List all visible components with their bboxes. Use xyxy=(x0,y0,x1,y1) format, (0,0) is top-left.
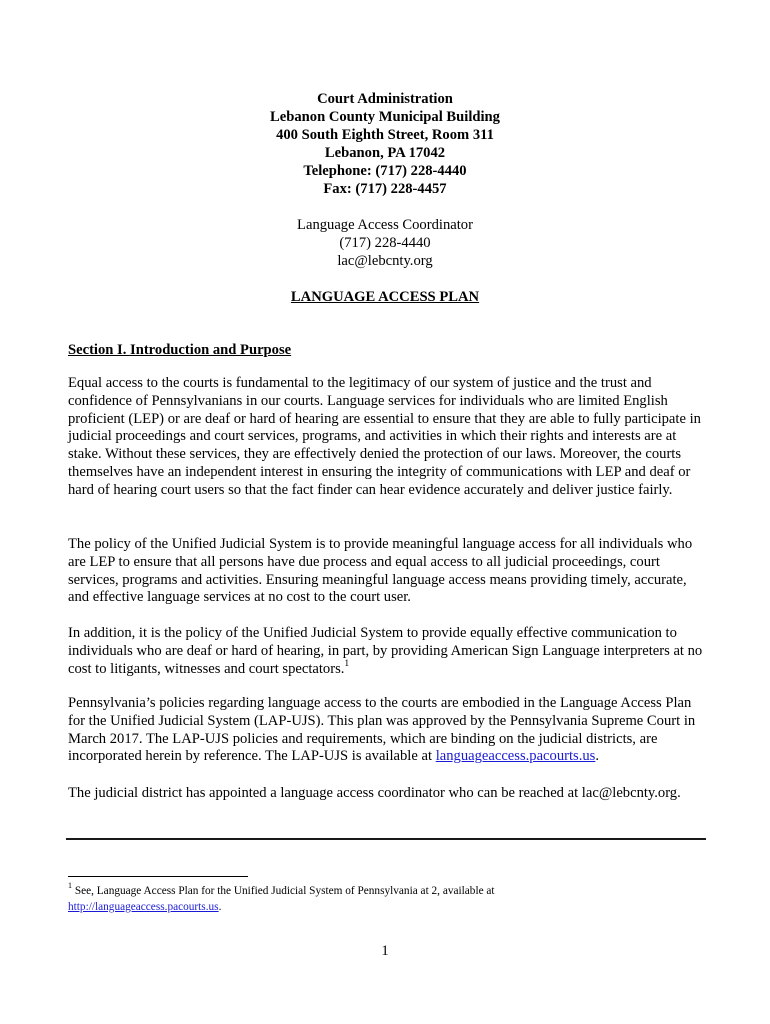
page-number: 1 xyxy=(381,943,389,959)
header-line-organization: Court Administration xyxy=(317,91,453,107)
coordinator-email: lac@lebcnty.org xyxy=(337,253,433,269)
header-line-fax: Fax: (717) 228-4457 xyxy=(323,181,447,197)
coordinator-title: Language Access Coordinator xyxy=(297,217,473,233)
footnote-text: See, Language Access Plan for the Unified Judicial System of Pennsylvania at 2, available at xyxy=(72,885,495,897)
section-heading: Section I. Introduction and Purpose xyxy=(68,342,292,358)
footnote-link[interactable]: http://languageaccess.pacourts.us xyxy=(68,901,219,913)
paragraph-lap-ujs xyxy=(68,695,704,766)
header-line-building: Lebanon County Municipal Building xyxy=(270,109,500,125)
footnote-reference[interactable]: 1 xyxy=(344,658,350,669)
languageaccess-link[interactable]: languageaccess.pacourts.us xyxy=(435,748,596,765)
coordinator-phone: (717) 228-4440 xyxy=(339,235,431,251)
page-divider xyxy=(66,838,706,840)
paragraph-introduction: Equal access to the courts is fundamental to the legitimacy of our system of justice and the trust and confidence of Pennsylvanians in our courts. Language services for individuals who are limited English proficient (LEP) or are deaf or hard of hearing are essential to ensure that they are able to fully participate in judicial proceedings and court services, programs, and activities in which their rights and interests are at stake. Without these services, they are effectively denied the protection of our laws. Moreover, the courts themselves have an independent interest in ensuring the integrity of communications with LEP and deaf or hard of hearing court users so that the fact finder can hear evidence accurately and deliver justice fairly. xyxy=(68,375,701,498)
paragraph-lap-ujs-end: . xyxy=(595,748,599,765)
coordinator-contact-block xyxy=(0,216,770,270)
footnote-divider xyxy=(68,876,248,877)
header-line-street: 400 South Eighth Street, Room 311 xyxy=(276,127,494,143)
footnote-end: . xyxy=(218,901,222,913)
header-line-telephone: Telephone: (717) 228-4440 xyxy=(303,163,467,179)
footnote xyxy=(68,883,708,915)
court-address-block xyxy=(0,90,770,198)
paragraph-lap-ujs-text: Pennsylvania’s policies regarding language access to the courts are embodied in the Language Access Plan for the Unified Judicial System (LAP-UJS). This plan was approved by the Pennsylvania Supreme Court in March 2017. The LAP-UJS policies and requirements, which are binding on the judicial districts, are incorporated herein by reference. The LAP-UJS is available at xyxy=(68,695,696,765)
paragraph-coordinator: The judicial district has appointed a language access coordinator who can be reached at lac@lebcnty.org. xyxy=(68,785,681,801)
paragraph-deaf-access xyxy=(68,625,704,678)
plan-title: LANGUAGE ACCESS PLAN xyxy=(290,289,480,305)
paragraph-ujs-policy: The policy of the Unified Judicial System is to provide meaningful language access for all individuals who are LEP to ensure that all persons have due process and equal access to all judicial proceedings, court services, programs and activities. Ensuring meaningful language access means providing timely, accurate, and effective language services at no cost to the court user. xyxy=(68,536,693,606)
footnote-marker: 1 xyxy=(68,881,72,891)
paragraph-deaf-access-text: In addition, it is the policy of the Unified Judicial System to provide equally effective communication to individuals who are deaf or hard of hearing, in part, by providing American Sign Language interpreters at no cost to litigants, witnesses and court spectators. xyxy=(68,625,703,677)
header-line-city: Lebanon, PA 17042 xyxy=(324,145,446,161)
